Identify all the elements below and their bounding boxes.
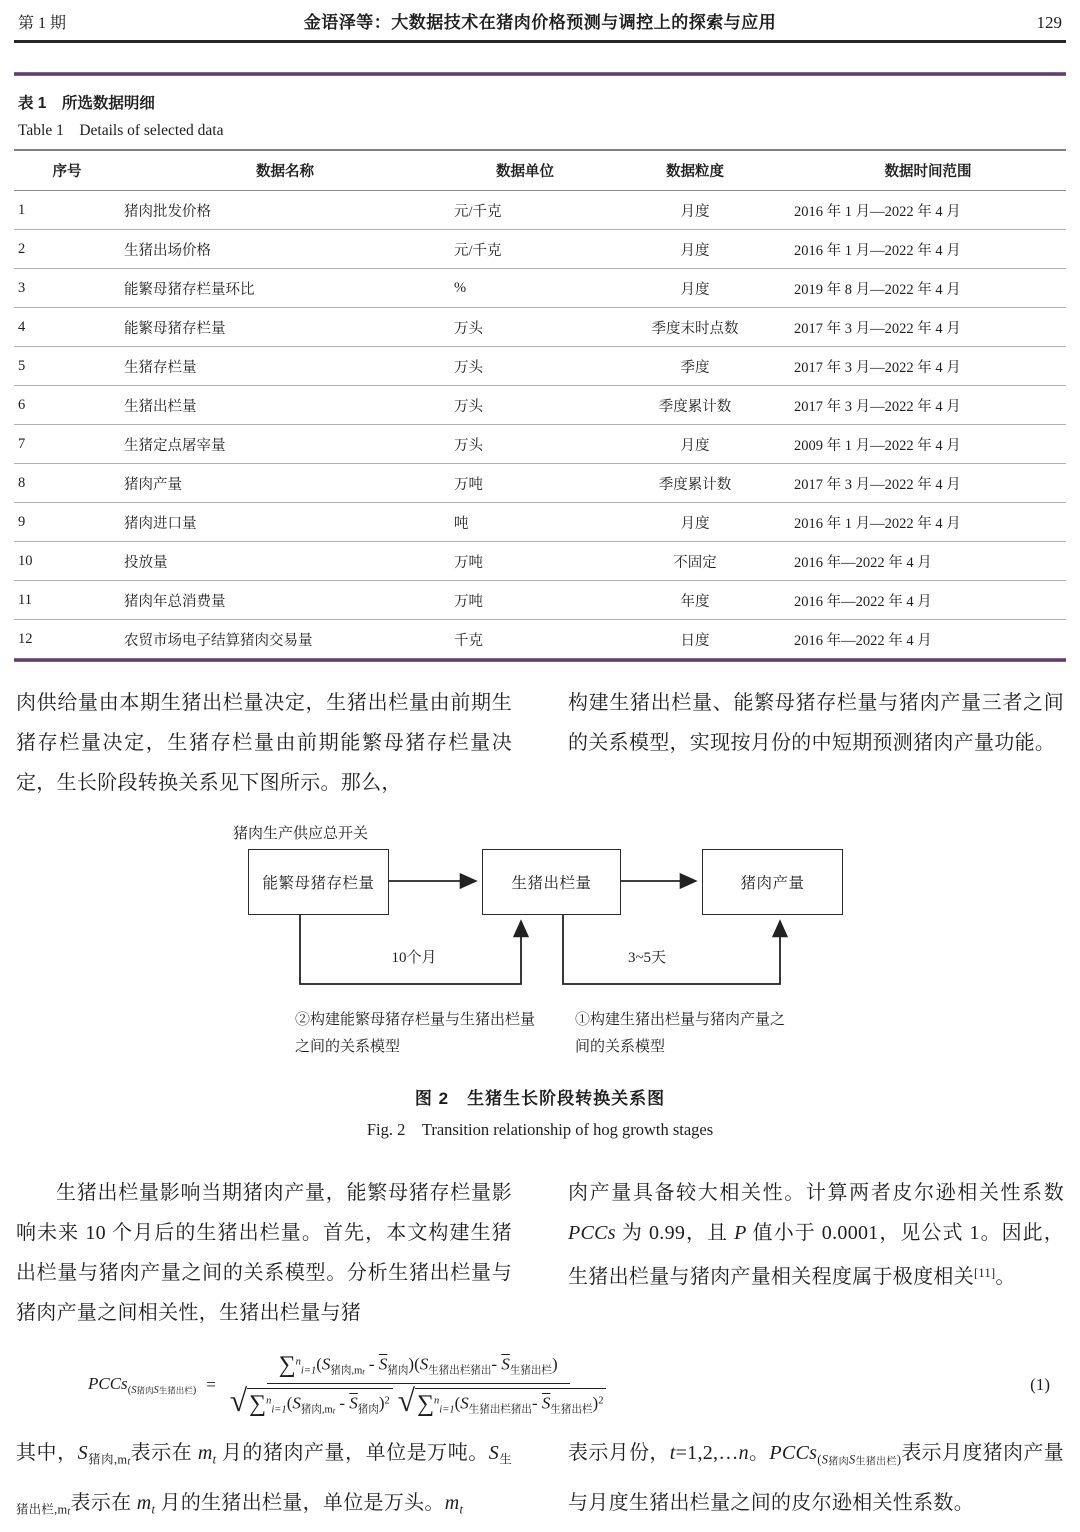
table-cell: 9 xyxy=(14,503,120,542)
table-cell: 万吨 xyxy=(450,542,600,581)
equation-1-row xyxy=(88,1339,1064,1431)
table-cell: 季度末时点数 xyxy=(600,308,790,347)
table-cell: 11 xyxy=(14,581,120,620)
table-header xyxy=(14,150,1066,191)
radicand-pork: $\sum^n_{i=1}(S_{猪肉,mt} - \overline{S}_{猪肉})^2$ xyxy=(247,1388,393,1418)
loop-label-10-months: 10个月 xyxy=(391,950,437,966)
table-cell: 万头 xyxy=(450,347,600,386)
table-cell: 5 xyxy=(14,347,120,386)
table-cell: 月度 xyxy=(600,230,790,269)
table-cell: 日度 xyxy=(680,632,710,649)
table-cell: 10 xyxy=(14,542,120,581)
table-row xyxy=(14,503,1066,542)
table-cell: 生猪定点屠宰量 xyxy=(120,425,450,464)
diagram-box-hog-slaughter: 生猪出栏量 xyxy=(482,849,621,915)
table-header-row xyxy=(14,150,1066,191)
table-row xyxy=(14,191,1066,230)
diagram-box-sow-inventory: 能繁母猪存栏量 xyxy=(248,849,389,915)
paragraph-right: 表示月份，t=1,2,…n。PCCs$_{(S猪肉S生猪出栏)}$表示月度猪肉产量与月度生猪出栏量之间的皮尔逊相关性系数。 xyxy=(568,1442,1065,1514)
table-cell: 2017 年 3 月—2022 年 4 月 xyxy=(790,308,1066,347)
issue-label: 第 1 期 xyxy=(18,15,67,32)
table-row xyxy=(14,308,1066,347)
table-cell: 猪肉产量 xyxy=(120,464,450,503)
page-number: 129 xyxy=(1036,13,1062,32)
formula-numerator: $\sum^n_{i=1}(S_{猪肉,mt} - \overline{S}_{猪肉})(S_{生猪出栏猪出}-$ $\overline{S}_{生猪出栏}$) xyxy=(267,1352,570,1384)
equation-number: (1) xyxy=(1030,1375,1050,1394)
supply-switch-label: 猪肉生产供应总开关 xyxy=(233,826,369,842)
table-cell: 2017 年 3 月—2022 年 4 月 xyxy=(790,464,1066,503)
diagram-annotation-2: ②构建能繁母猪存栏量与生猪出栏量之间的关系模型 xyxy=(295,1012,536,1055)
table-cell: 万头 xyxy=(450,425,600,464)
table-cell: 不固定 xyxy=(600,542,790,581)
table-cell: 6 xyxy=(14,386,120,425)
radical-sign: √ xyxy=(397,1383,416,1418)
table-caption-en: Table 1 Details of selected data xyxy=(18,122,224,139)
figure-caption-zh: 图 2 生猪生长阶段转换关系图 xyxy=(414,1089,666,1108)
figure-2-diagram xyxy=(0,816,1080,1071)
diagram-box-pork-output: 猪肉产量 xyxy=(702,849,843,915)
table-row xyxy=(14,347,1066,386)
table-row xyxy=(14,269,1066,308)
table-cell: 能繁母猪存栏量环比 xyxy=(120,269,450,308)
table-cell: 万头 xyxy=(450,386,600,425)
table-cell: 万吨 xyxy=(450,464,600,503)
radical-sign: √ xyxy=(229,1383,248,1418)
formula-equals: = xyxy=(206,1375,216,1394)
table-cell: 万头 xyxy=(450,308,600,347)
table-cell: 千克 xyxy=(454,632,483,649)
body-section-3 xyxy=(16,1433,1064,1532)
table-row xyxy=(14,425,1066,464)
selected-data-table xyxy=(14,149,1066,658)
table-cell: 元/千克 xyxy=(450,230,600,269)
paragraph-left: 生猪出栏量影响当期猪肉产量，能繁母猪存栏量影响未来 10 个月后的生猪出栏量。首先，本文构建生猪出栏量与猪肉产量之间的关系模型。分析生猪出栏量与猪肉产量之间相关性，生猪出栏量与猪 xyxy=(16,1182,512,1324)
formula-denominator xyxy=(230,1384,607,1418)
table-cell: 能繁母猪存栏量 xyxy=(120,308,450,347)
table-top-accent-rule xyxy=(14,72,1066,76)
body-section-1 xyxy=(16,683,1064,803)
col-header-data-name: 数据名称 xyxy=(120,150,450,191)
paragraph-right: 肉产量具备较大相关性。计算两者皮尔逊相关性系数 PCCs 为 0.99，且 P 值小于 0.0001，见公式 1。因此，生猪出栏量与猪肉产量相关程度属于极度相关[11]。 xyxy=(568,1182,1064,1289)
table-cell: 7 xyxy=(14,425,120,464)
table-cell: 月度 xyxy=(600,503,790,542)
table-cell: 吨 xyxy=(450,503,600,542)
table-cell: 2016 年 1 月—2022 年 4 月 xyxy=(790,503,1066,542)
table-cell: 2016 年 1 月—2022 年 4 月 xyxy=(790,230,1066,269)
table-cell: 2 xyxy=(14,230,120,269)
table-cell: 3 xyxy=(14,269,120,308)
table-cell: 生猪出栏量 xyxy=(120,386,450,425)
table-row xyxy=(14,230,1066,269)
table-cell: 2016 年 1 月—2022 年 4 月 xyxy=(790,191,1066,230)
table-cell: 2019 年 8 月—2022 年 4 月 xyxy=(790,269,1066,308)
table-cell: 生猪出场价格 xyxy=(120,230,450,269)
table-cell: 季度累计数 xyxy=(600,386,790,425)
table-cell: 月度 xyxy=(600,269,790,308)
table-cell: 月度 xyxy=(600,191,790,230)
table-cell: 2016 年—2022 年 4 月 xyxy=(790,581,1066,620)
table-cell: 1 xyxy=(14,191,120,230)
table-row xyxy=(14,464,1066,503)
body-section-2 xyxy=(16,1173,1064,1333)
table-row xyxy=(14,620,1066,659)
table-cell: 8 xyxy=(14,464,120,503)
table-cell: 猪肉批发价格 xyxy=(120,191,450,230)
pearson-correlation-formula xyxy=(88,1352,610,1418)
diagram-annotation-1: ①构建生猪出栏量与猪肉产量之间的关系模型 xyxy=(575,1012,786,1055)
table-body xyxy=(14,191,1066,659)
sqrt-term-hog xyxy=(397,1383,607,1418)
running-title: 金语泽等：大数据技术在猪肉价格预测与调控上的探索与应用 xyxy=(303,13,777,32)
formula-lhs: PCCs$_{(S猪肉S生猪出栏)}$ xyxy=(88,1373,197,1396)
table-cell: 年度 xyxy=(600,581,790,620)
table-cell: 4 xyxy=(14,308,120,347)
table-cell: % xyxy=(450,269,600,308)
table-bottom-accent-rule xyxy=(14,658,1066,662)
table-cell: 季度 xyxy=(600,347,790,386)
radicand-hog: $\sum^n_{i=1}(S_{生猪出栏猪出}-$ $\overline{S}_{生猪出栏})^2$ xyxy=(415,1388,606,1418)
col-header-granularity: 数据粒度 xyxy=(600,150,790,191)
loop-label-3-5-days: 3~5天 xyxy=(627,950,667,966)
table-cell: 农贸市场电子结算猪肉交易量 xyxy=(124,632,313,649)
table-cell: 生猪存栏量 xyxy=(120,347,450,386)
table-row xyxy=(14,581,1066,620)
table-row xyxy=(14,542,1066,581)
table-cell: 12 xyxy=(18,630,33,647)
table-cell: 猪肉进口量 xyxy=(120,503,450,542)
table-cell: 2017 年 3 月—2022 年 4 月 xyxy=(790,347,1066,386)
table-cell: 2016 年—2022 年 4 月 xyxy=(794,632,932,649)
table-cell: 月度 xyxy=(600,425,790,464)
table-cell: 2016 年—2022 年 4 月 xyxy=(790,542,1066,581)
formula-fraction xyxy=(230,1352,607,1418)
col-header-index: 序号 xyxy=(14,150,120,191)
sqrt-term-pork xyxy=(229,1383,393,1418)
paragraph-left: 其中，$S_{猪肉,mt}$表示在 $m_t$ 月的猪肉产量，单位是万吨。$S_{生猪出栏,mt}$表示在 $m_t$ 月的生猪出栏量，单位是万头。$m_t$ xyxy=(16,1442,513,1517)
table-caption-zh: 表 1 所选数据明细 xyxy=(18,95,155,112)
paragraph-left: 肉供给量由本期生猪出栏量决定，生猪出栏量由前期生猪存栏量决定，生猪存栏量由前期能繁母猪存栏量决定，生长阶段转换关系见下图所示。那么， xyxy=(16,692,512,794)
table-cell: 元/千克 xyxy=(450,191,600,230)
figure-caption-en: Fig. 2 Transition relationship of hog growth stages xyxy=(366,1120,714,1139)
table-cell: 2009 年 1 月—2022 年 4 月 xyxy=(790,425,1066,464)
table-cell: 2017 年 3 月—2022 年 4 月 xyxy=(790,386,1066,425)
table-cell: 投放量 xyxy=(120,542,450,581)
journal-header xyxy=(14,0,1066,43)
table-cell: 万吨 xyxy=(450,581,600,620)
table-cell: 猪肉年总消费量 xyxy=(120,581,450,620)
col-header-unit: 数据单位 xyxy=(450,150,600,191)
table-row xyxy=(14,386,1066,425)
col-header-time-range: 数据时间范围 xyxy=(790,150,1066,191)
table-cell: 季度累计数 xyxy=(600,464,790,503)
paragraph-right: 构建生猪出栏量、能繁母猪存栏量与猪肉产量三者之间的关系模型，实现按月份的中短期预测猪肉产量功能。 xyxy=(568,692,1064,754)
